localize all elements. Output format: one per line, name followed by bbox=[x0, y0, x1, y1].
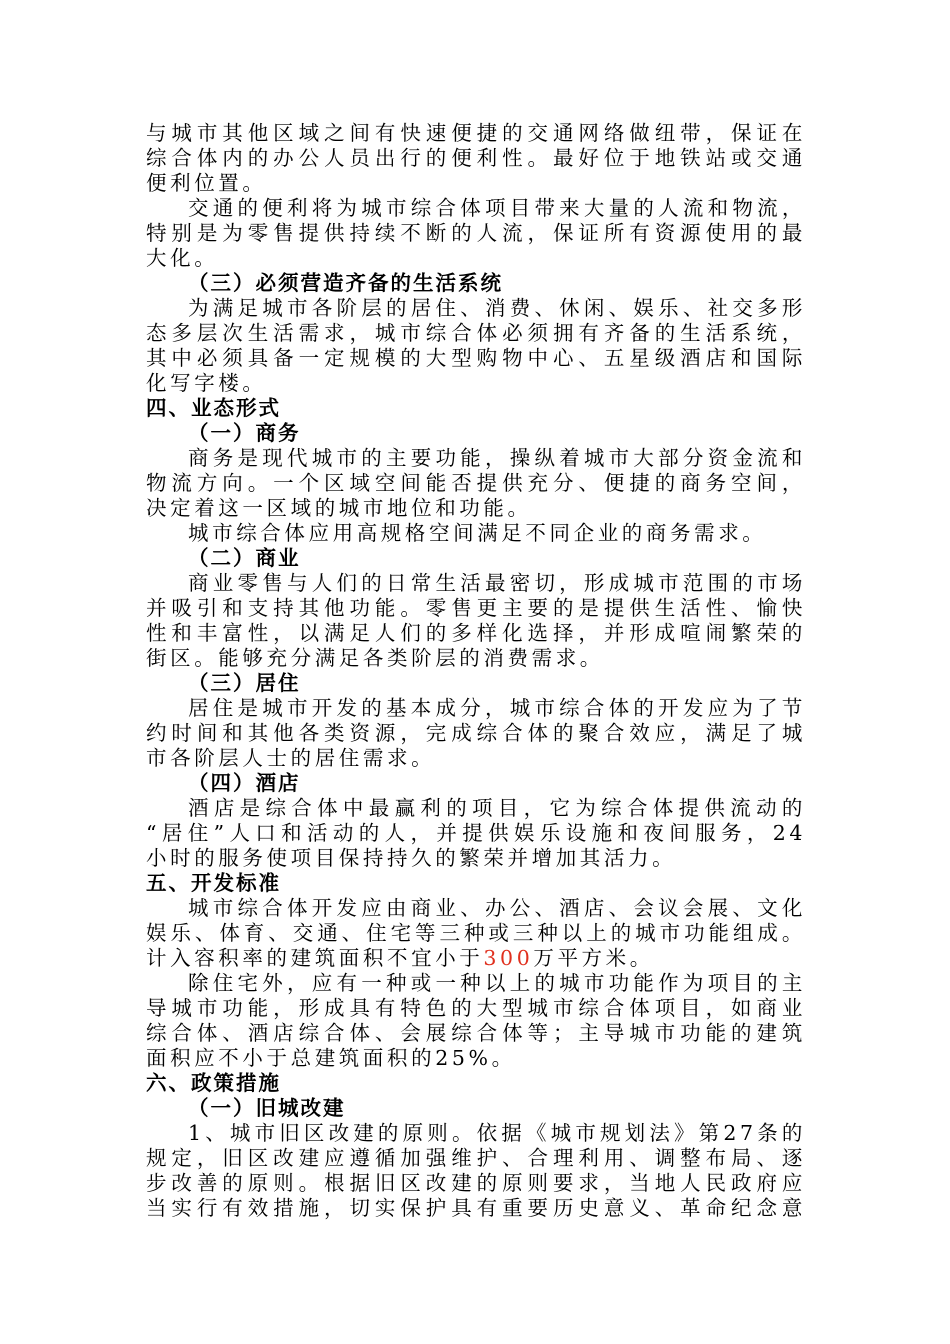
body-line: 综合体、酒店综合体、会展综合体等；主导城市功能的建筑 bbox=[146, 1021, 806, 1045]
highlighted-number: 300 bbox=[483, 946, 534, 970]
section-subheading: （三）必须营造齐备的生活系统 bbox=[188, 271, 503, 295]
document-page bbox=[146, 121, 806, 1221]
section-heading: 六、政策措施 bbox=[146, 1071, 281, 1095]
body-line bbox=[146, 946, 806, 971]
body-line: 导城市功能，形成具有特色的大型城市综合体项目，如商业 bbox=[146, 996, 806, 1020]
body-line: 决定着这一区域的城市地位和功能。 bbox=[146, 496, 532, 520]
body-line: 态多层次生活需求，城市综合体必须拥有齐备的生活系统， bbox=[146, 321, 806, 345]
section-subheading: （三）居住 bbox=[188, 671, 301, 695]
body-line: 市各阶层人士的居住需求。 bbox=[146, 746, 436, 770]
body-line: 交通的便利将为城市综合体项目带来大量的人流和物流， bbox=[188, 196, 806, 220]
body-line: 特别是为零售提供持续不断的人流，保证所有资源使用的最 bbox=[146, 221, 806, 245]
body-line: 除住宅外，应有一种或一种以上的城市功能作为项目的主 bbox=[188, 971, 806, 995]
section-subheading: （一）商务 bbox=[188, 421, 301, 445]
body-line: 性和丰富性，以满足人们的多样化选择，并形成喧闹繁荣的 bbox=[146, 621, 806, 645]
body-line: 规定，旧区改建应遵循加强维护、合理利用、调整布局、逐 bbox=[146, 1146, 806, 1170]
body-line: 综合体内的办公人员出行的便利性。最好位于地铁站或交通 bbox=[146, 146, 806, 170]
body-line: 面积应不小于总建筑面积的25%。 bbox=[146, 1046, 516, 1070]
body-line: 并吸引和支持其他功能。零售更主要的是提供生活性、愉快 bbox=[146, 596, 806, 620]
section-subheading: （一）旧城改建 bbox=[188, 1096, 346, 1120]
body-line: 化写字楼。 bbox=[146, 371, 267, 395]
body-line: 居住是城市开发的基本成分，城市综合体的开发应为了节 bbox=[188, 696, 806, 720]
body-line: 大化。 bbox=[146, 246, 219, 270]
body-line: 步改善的原则。根据旧区改建的原则要求，当地人民政府应 bbox=[146, 1171, 806, 1195]
body-line: 城市综合体应用高规格空间满足不同企业的商务需求。 bbox=[188, 521, 767, 545]
section-subheading: （四）酒店 bbox=[188, 771, 301, 795]
body-line: 当实行有效措施，切实保护具有重要历史意义、革命纪念意 bbox=[146, 1196, 806, 1220]
body-line: 商务是现代城市的主要功能，操纵着城市大部分资金流和 bbox=[188, 446, 806, 470]
body-line: 娱乐、体育、交通、住宅等三种或三种以上的城市功能组成。 bbox=[146, 921, 806, 945]
body-line: 街区。能够充分满足各类阶层的消费需求。 bbox=[146, 646, 604, 670]
body-line: 约时间和其他各类资源，完成综合体的聚合效应，满足了城 bbox=[146, 721, 806, 745]
body-line: “居住”人口和活动的人，并提供娱乐设施和夜间服务，24 bbox=[146, 821, 806, 845]
section-heading: 四、业态形式 bbox=[146, 396, 281, 420]
body-text: 万平方米。 bbox=[533, 946, 654, 970]
body-line: 商业零售与人们的日常生活最密切，形成城市范围的市场 bbox=[188, 571, 806, 595]
section-heading: 五、开发标准 bbox=[146, 871, 281, 895]
body-line: 1、城市旧区改建的原则。依据《城市规划法》第27条的 bbox=[188, 1121, 806, 1145]
body-line: 与城市其他区域之间有快速便捷的交通网络做纽带，保证在 bbox=[146, 121, 806, 145]
body-text: 计入容积率的建筑面积不宜小于 bbox=[146, 946, 484, 970]
body-line: 酒店是综合体中最赢利的项目，它为综合体提供流动的 bbox=[188, 796, 806, 820]
body-line: 城市综合体开发应由商业、办公、酒店、会议会展、文化 bbox=[188, 896, 806, 920]
body-line: 便利位置。 bbox=[146, 171, 267, 195]
body-line: 其中必须具备一定规模的大型购物中心、五星级酒店和国际 bbox=[146, 346, 806, 370]
body-line: 小时的服务使项目保持持久的繁荣并增加其活力。 bbox=[146, 846, 677, 870]
section-subheading: （二）商业 bbox=[188, 546, 301, 570]
body-line: 物流方向。一个区域空间能否提供充分、便捷的商务空间， bbox=[146, 471, 806, 495]
body-line: 为满足城市各阶层的居住、消费、休闲、娱乐、社交多形 bbox=[188, 296, 806, 320]
